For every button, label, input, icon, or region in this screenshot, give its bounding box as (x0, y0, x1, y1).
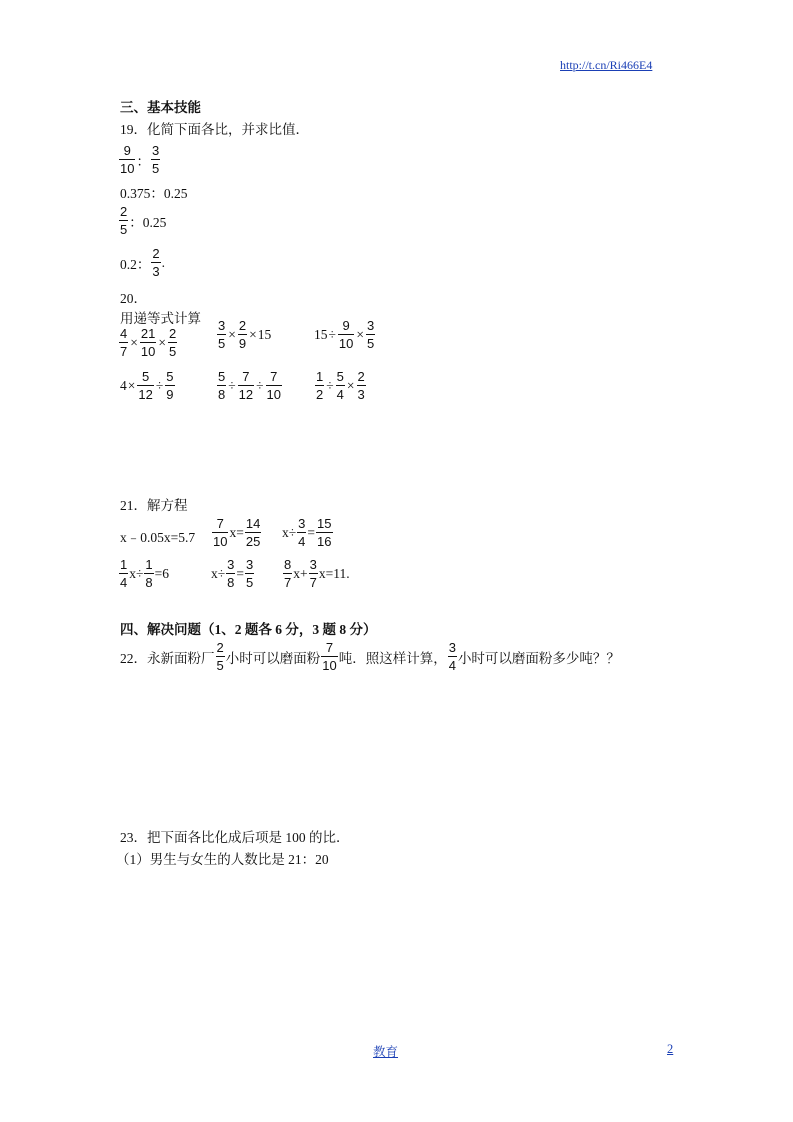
fraction: $\frac{5}{9}$ (166, 369, 174, 402)
fraction: $\frac{3}{5}$ (218, 318, 226, 351)
fraction: $\frac{8}{7}$ (284, 557, 292, 590)
fraction: $\frac{7}{12}$ (238, 369, 254, 402)
q20-expr-3: 15 ÷ $\frac{9}{10}$ × $\frac{3}{5}$ (314, 318, 375, 351)
q19-ratio-4: 0.2： $\frac{2}{3}$ . (120, 246, 165, 279)
fraction: $\frac{3}{4}$ (448, 640, 456, 673)
q19-ratio-3: $\frac{2}{5}$ ：0.25 (120, 204, 167, 237)
fraction: $\frac{3}{5}$ (367, 318, 375, 351)
header-link[interactable]: http://t.cn/Ri466E4 (560, 58, 653, 72)
fraction: $\frac{9}{10}$ (120, 143, 135, 176)
q21-equation-4: $\frac{1}{4}$ x÷ $\frac{1}{8}$ =6 (120, 557, 170, 590)
fraction: $\frac{2}{3}$ (357, 369, 365, 402)
fraction: $\frac{21}{10}$ (140, 326, 156, 359)
fraction: $\frac{2}{5}$ (216, 640, 224, 673)
page-number: 2 (667, 1042, 674, 1056)
q21-equation-6: $\frac{8}{7}$ x+ $\frac{3}{7}$ x=11. (284, 557, 350, 590)
fraction: $\frac{2}{5}$ (168, 326, 177, 359)
q21-equation-3: x÷ $\frac{3}{4}$ = $\frac{15}{16}$ (282, 516, 332, 549)
fraction: $\frac{5}{12}$ (138, 369, 153, 402)
question-19-prompt: 19．化简下面各比，并求比值． (120, 122, 309, 137)
fraction: $\frac{2}{5}$ (120, 204, 128, 237)
fraction: $\frac{5}{8}$ (218, 369, 226, 402)
question-20-prompt: 用递等式计算 (120, 311, 201, 326)
q21-equation-5: x÷ $\frac{3}{8}$ = $\frac{3}{5}$ (211, 557, 254, 590)
question-23-sub-1: （1）男生与女生的人数比是 21：20 (116, 852, 329, 867)
fraction: $\frac{3}{5}$ (246, 557, 254, 590)
fraction: $\frac{3}{8}$ (227, 557, 235, 590)
fraction: $\frac{1}{4}$ (120, 557, 128, 590)
q20-expr-1: $\frac{4}{7}$ × $\frac{21}{10}$ × $\frac{2}{5}$ (120, 326, 177, 359)
section-title: 四、解决问题（1、2 题各 6 分，3 题 8 分） (120, 622, 377, 637)
section-title: 三、基本技能 (120, 100, 201, 115)
fraction: $\frac{5}{4}$ (336, 369, 344, 402)
fraction: $\frac{2}{3}$ (152, 246, 160, 279)
fraction: $\frac{1}{8}$ (145, 557, 153, 590)
q21-equation-2: $\frac{7}{10}$ x= $\frac{14}{25}$ (213, 516, 261, 549)
question-22: 22．永新面粉厂 $\frac{2}{5}$ 小时可以磨面粉 $\frac{7}{10}$ 吨．照这样计算， $\frac{3}{4}$ 小时可以磨面粉多少吨？？ (120, 640, 620, 673)
q20-expr-5: $\frac{5}{8}$ ÷ $\frac{7}{12}$ ÷ $\frac{7}{10}$ (218, 369, 282, 402)
fraction: $\frac{4}{7}$ (120, 326, 128, 359)
fraction: $\frac{14}{25}$ (245, 516, 261, 549)
question-20-number: 20． (120, 291, 147, 306)
fraction: $\frac{3}{4}$ (298, 516, 306, 549)
fraction: $\frac{1}{2}$ (316, 369, 324, 402)
fraction: $\frac{7}{10}$ (213, 516, 228, 549)
q20-expr-2: $\frac{3}{5}$ × $\frac{2}{9}$ × 15 (218, 318, 272, 351)
fraction: $\frac{3}{5}$ (151, 143, 160, 176)
fraction: $\frac{3}{7}$ (309, 557, 317, 590)
fraction: $\frac{15}{16}$ (317, 516, 332, 549)
q20-expr-6: $\frac{1}{2}$ ÷ $\frac{5}{4}$ × $\frac{2}{3}$ (316, 369, 365, 402)
fraction: $\frac{7}{10}$ (266, 369, 282, 402)
q21-equation-1: x﹣0.05x=5.7 (120, 530, 196, 545)
footer-link[interactable]: 教育 (373, 1045, 399, 1059)
fraction: $\frac{7}{10}$ (322, 640, 337, 673)
fraction: $\frac{2}{9}$ (238, 318, 247, 351)
q19-ratio-1: $\frac{9}{10}$ ： $\frac{3}{5}$ (120, 143, 160, 176)
fraction: $\frac{9}{10}$ (338, 318, 354, 351)
q20-expr-4: 4 × $\frac{5}{12}$ ÷ $\frac{5}{9}$ (120, 369, 174, 402)
question-21-prompt: 21．解方程 (120, 498, 188, 513)
q19-ratio-2: 0.375：0.25 (120, 186, 188, 201)
question-23-prompt: 23．把下面各比化成后项是 100 的比． (120, 830, 350, 845)
